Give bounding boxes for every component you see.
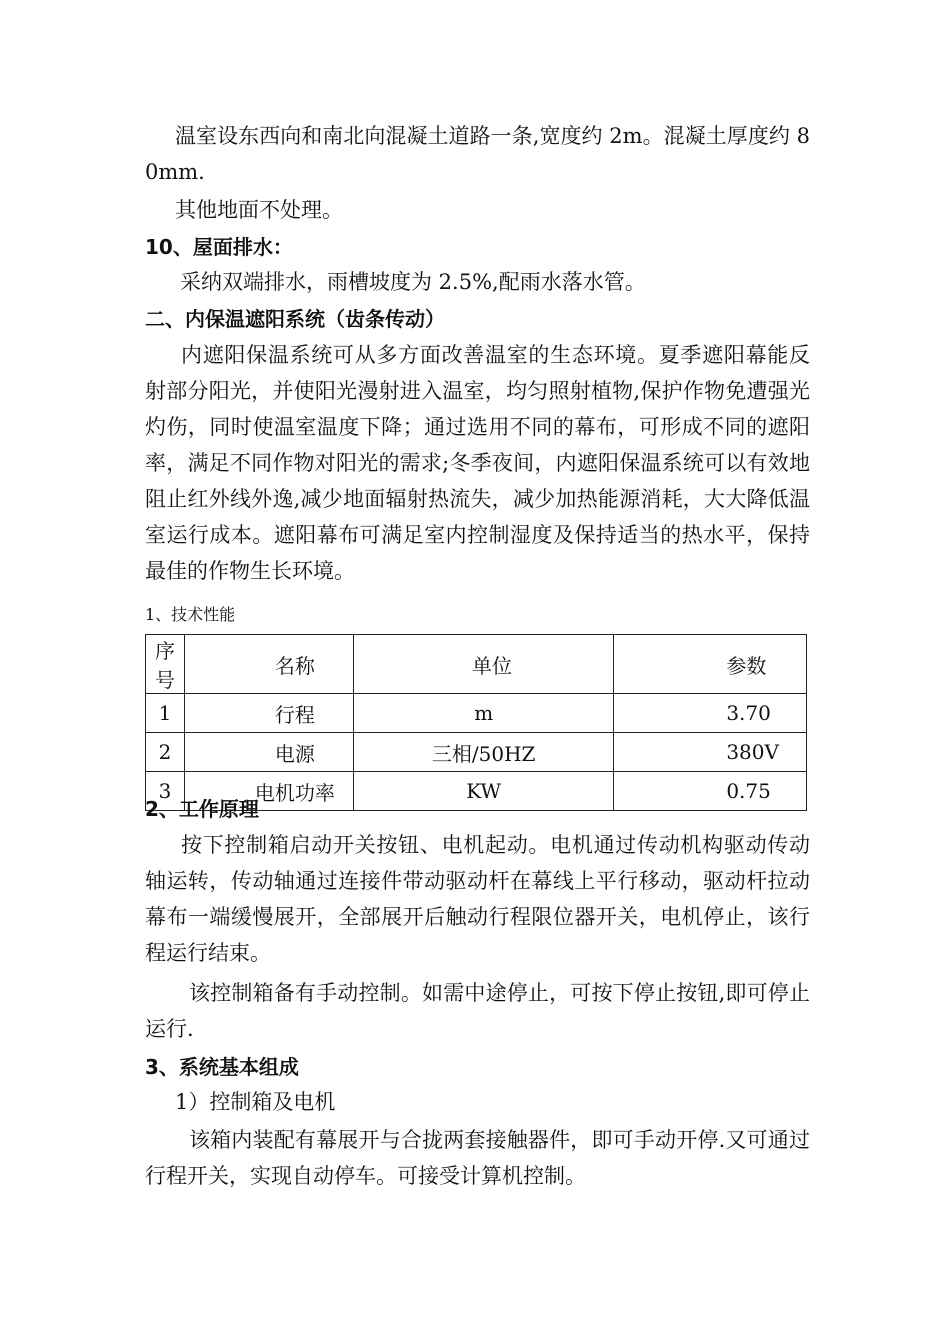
header-param: 参数: [614, 635, 807, 694]
header-unit: 单位: [354, 635, 614, 694]
principle-paragraph-block-2: [145, 975, 810, 1047]
cell-name: 电源: [184, 733, 353, 772]
tech-performance-label: 1、技术性能: [145, 605, 236, 624]
system-composition-heading: 3、系统基本组成: [145, 1055, 299, 1079]
ground-paragraph: 其他地面不处理。: [175, 198, 343, 222]
roof-drainage-paragraph: 采纳双端排水，雨槽坡度为 2.5%,配雨水落水管。: [180, 270, 646, 294]
cell-param: 3.70: [614, 694, 807, 733]
header-name: 名称: [184, 635, 353, 694]
cell-unit: m: [354, 694, 614, 733]
composition-paragraph-block: [145, 1122, 810, 1194]
cell-name: 电机功率: [184, 772, 353, 811]
principle-paragraph-2: 该控制箱备有手动控制。如需中途停止，可按下停止按钮,即可停止运行.: [145, 981, 810, 1041]
tech-performance-table: [145, 634, 807, 811]
cell-no: 2: [146, 733, 185, 772]
cell-no: 1: [146, 694, 185, 733]
table-row: [146, 733, 807, 772]
cell-no: 3: [146, 772, 185, 811]
road-paragraph-block: [145, 118, 810, 190]
composition-subheading: 1）控制箱及电机: [175, 1090, 336, 1114]
roof-drainage-heading: 10、屋面排水：: [145, 235, 293, 259]
cell-param: 0.75: [614, 772, 807, 811]
cell-unit: 三相/50HZ: [354, 733, 614, 772]
shade-paragraph-block: [145, 337, 810, 589]
composition-paragraph: 该箱内装配有幕展开与合拢两套接触器件，即可手动开停.又可通过行程开关，实现自动停车。可接受计算机控制。: [145, 1128, 810, 1188]
table-row: [146, 694, 807, 733]
shade-system-heading: 二、内保温遮阳系统（齿条传动）: [145, 307, 445, 331]
principle-paragraph-block-1: [145, 827, 810, 971]
principle-paragraph-1: 按下控制箱启动开关按钮、电机起动。电机通过传动机构驱动传动轴运转，传动轴通过连接件带动驱动杆在幕线上平行移动，驱动杆拉动幕布一端缓慢展开，全部展开后触动行程限位器开关，电机停止，该行程运行结束。: [145, 833, 810, 965]
cell-unit: KW: [354, 772, 614, 811]
working-principle-heading: 2、工作原理: [145, 797, 259, 821]
header-no: 序号: [146, 635, 185, 694]
table-header-row: [146, 635, 807, 694]
road-paragraph: 温室设东西向和南北向混凝土道路一条,宽度约 2m。混凝土厚度约 80mm.: [145, 124, 810, 184]
cell-param: 380V: [614, 733, 807, 772]
shade-paragraph: 内遮阳保温系统可从多方面改善温室的生态环境。夏季遮阳幕能反射部分阳光，并使阳光漫射进入温室，均匀照射植物,保护作物免遭强光灼伤，同时使温室温度下降；通过选用不同的幕布，可形成不同的遮阳率，满足不同作物对阳光的需求;冬季夜间，内遮阳保温系统可以有效地阻止红外线外逸,减少地面辐射热流失，减少加热能源消耗，大大降低温室运行成本。遮阳幕布可满足室内控制湿度及保持适当的热水平，保持最佳的作物生长环境。: [145, 343, 810, 583]
cell-name: 行程: [184, 694, 353, 733]
